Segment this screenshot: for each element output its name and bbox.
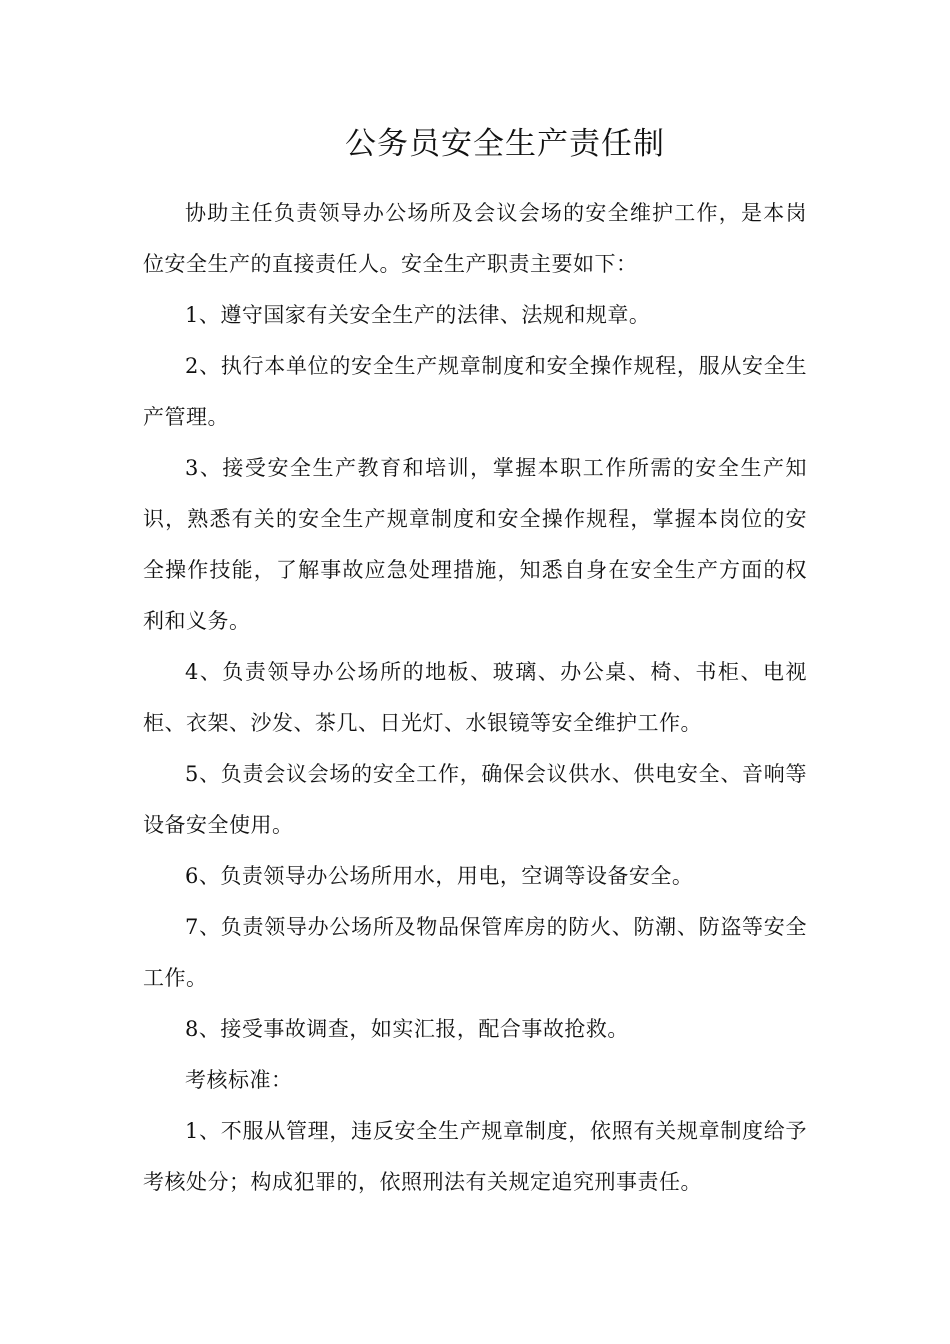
document-body <box>143 188 807 1208</box>
paragraph-item-8: 8、接受事故调查，如实汇报，配合事故抢救。 <box>185 1017 629 1041</box>
paragraph-item-5: 5、负责会议会场的安全工作，确保会议供水、供电安全、音响等设备安全使用。 <box>143 762 807 837</box>
paragraph-item-3: 3、接受安全生产教育和培训，掌握本职工作所需的安全生产知识，熟悉有关的安全生产规章制度和安全操作规程，掌握本岗位的安全操作技能，了解事故应急处理措施，知悉自身在安全生产方面的权利和义务。 <box>143 456 807 633</box>
paragraph-item-6: 6、负责领导办公场所用水，用电，空调等设备安全。 <box>185 864 694 888</box>
paragraph-item-7: 7、负责领导办公场所及物品保管库房的防火、防潮、防盗等安全工作。 <box>143 915 807 990</box>
paragraph-item-2: 2、执行本单位的安全生产规章制度和安全操作规程，服从安全生产管理。 <box>143 354 807 429</box>
paragraph-item-4: 4、负责领导办公场所的地板、玻璃、办公桌、椅、书柜、电视柜、衣架、沙发、茶几、日光灯、水银镜等安全维护工作。 <box>143 660 807 735</box>
paragraph-item-1: 1、遵守国家有关安全生产的法律、法规和规章。 <box>185 303 651 327</box>
document-title: 公务员安全生产责任制 <box>345 126 665 162</box>
paragraph-intro: 协助主任负责领导办公场所及会议会场的安全维护工作，是本岗位安全生产的直接责任人。安全生产职责主要如下： <box>143 201 807 276</box>
assessment-item-1: 1、不服从管理，违反安全生产规章制度，依照有关规章制度给予考核处分；构成犯罪的，依照刑法有关规定追究刑事责任。 <box>143 1119 807 1194</box>
assessment-heading: 考核标准： <box>185 1068 293 1092</box>
